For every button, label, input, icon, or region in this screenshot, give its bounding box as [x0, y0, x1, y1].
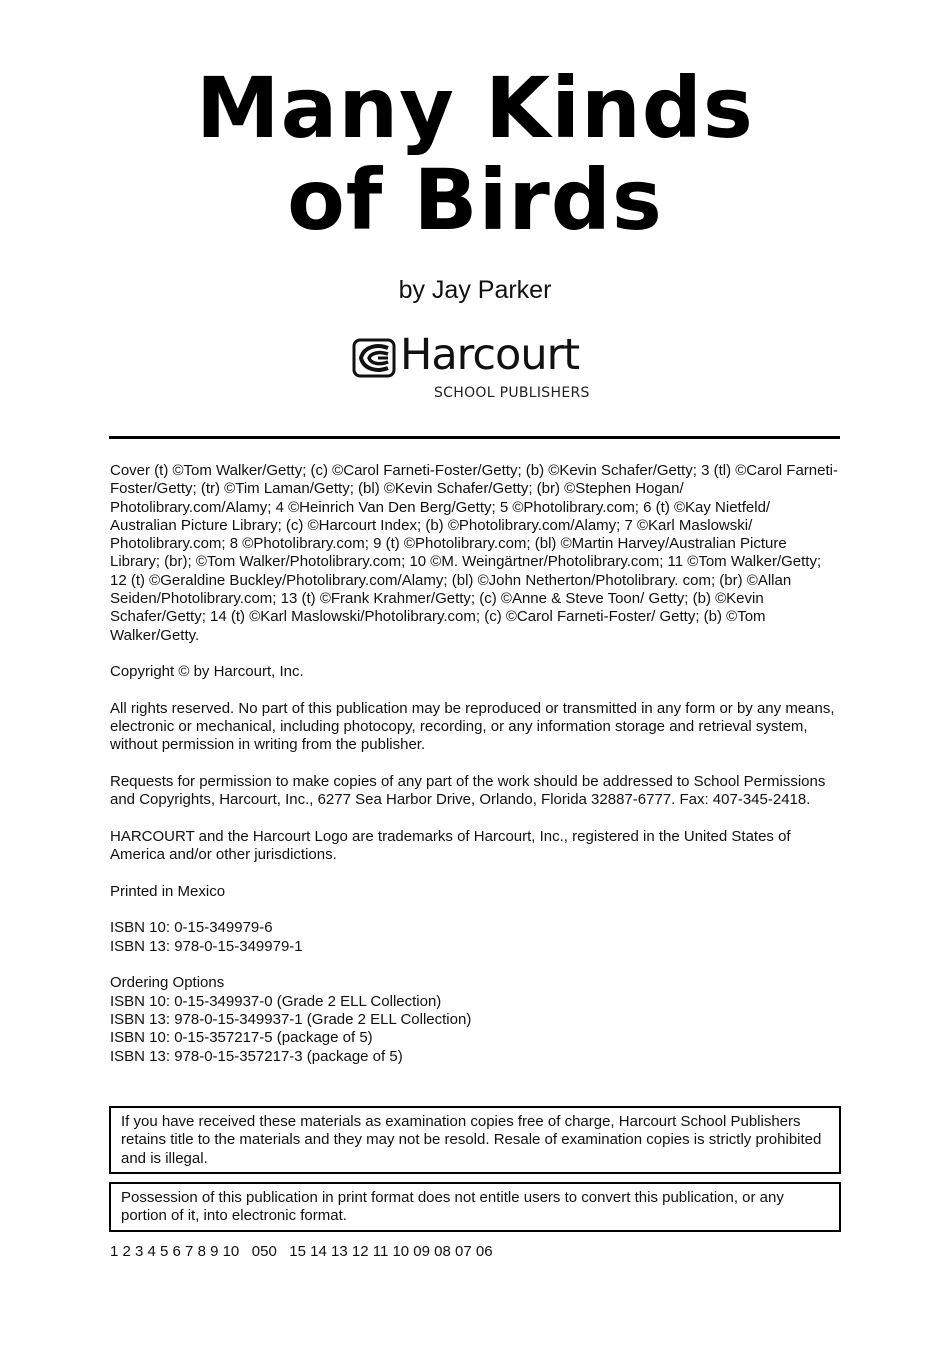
title-divider [109, 436, 840, 439]
ordering-options [110, 974, 840, 1065]
ordering-line: ISBN 13: 978-0-15-349937-1 (Grade 2 ELL Collection) [110, 1010, 472, 1028]
photo-credits: Cover (t) ©Tom Walker/Getty; (c) ©Carol Farneti-Foster/Getty; (b) ©Kevin Schafer/Getty; 3 (tl) ©Carol Farneti-Foster/Getty; (tr) ©Tim Laman/Getty; (bl) ©Kevin Schafer/Getty; (br) ©Stephen Hogan/ Photolibrary.com/Alamy; 4 ©Heinrich Van Den Berg/Getty; 5 ©Photolibrary.com; 6 (t) ©Kay Nietfeld/ Australian Picture Library; (c) ©Harcourt Index; (b) ©Photolibrary.com/Alamy; 7 ©Karl Maslowski/ Photolibrary.com; 8 ©Photolibrary.com; 9 (t) ©Photolibrary.com; (bl) ©Martin Harvey/Australian Picture Library; (br); ©Tom Walker/Photolibrary.com; 10 ©M. Weingärtner/Photolibrary.com; 11 ©Tom Walker/Getty; 12 (t) ©Geraldine Buckley/Photolibrary.com/Alamy; (bl) ©John Netherton/Photolibrary. com; (br) ©Allan Seiden/Photolibrary.com; 13 (t) ©Frank Krahmer/Getty; (c) ©Anne & Steve Toon/ Getty; (b) ©Kevin Schafer/Getty; 14 (t) ©Karl Maslowski/Photolibrary.com; (c) ©Carol Farneti-Foster/ Getty; (b) ©Tom Walker/Getty. [110, 462, 838, 644]
publisher-logo [352, 330, 612, 406]
electronic-format-notice: Possession of this publication in print format does not entitle users to convert this publication, or any portion of it, into electronic format. [109, 1182, 841, 1232]
book-title-line-1: Many Kinds [196, 59, 754, 157]
permission-requests: Requests for permission to make copies of any part of the work should be addressed to School Permissions and Copyrights, Harcourt, Inc., 6277 Sea Harbor Drive, Orlando, Florida 32887-6777. Fax: 407-345-2418. [110, 773, 826, 809]
copyright-notice: Copyright © by Harcourt, Inc. [110, 663, 304, 681]
logo-wordmark: Harcourt [400, 330, 580, 380]
ordering-line: ISBN 10: 0-15-357217-5 (package of 5) [110, 1029, 373, 1047]
trademark-notice: HARCOURT and the Harcourt Logo are trademarks of Harcourt, Inc., registered in the United States of America and/or other jurisdictions. [110, 827, 791, 864]
printed-location: Printed in Mexico [110, 882, 226, 900]
ordering-heading: Ordering Options [110, 974, 225, 992]
logo-subtitle: SCHOOL PUBLISHERS [434, 385, 590, 401]
isbn-block [110, 919, 840, 956]
ordering-line: ISBN 10: 0-15-349937-0 (Grade 2 ELL Collection) [110, 992, 442, 1010]
book-title [0, 59, 950, 249]
legal-text [110, 462, 840, 1084]
examination-copy-notice: If you have received these materials as examination copies free of charge, Harcourt School Publishers retains title to the materials and they may not be resold. Resale of examination copies is strictly prohibited and is illegal. [109, 1106, 841, 1174]
book-title-line-2: of Birds [287, 151, 663, 249]
isbn-10: ISBN 10: 0-15-349979-6 [110, 919, 273, 937]
harcourt-logo-icon [352, 338, 396, 378]
rights-reserved: All rights reserved. No part of this publication may be reproduced or transmitted in any form or by any means, electronic or mechanical, including photocopy, recording, or any information storage and retrieval system, without permission in writing from the publisher. [110, 699, 835, 754]
isbn-13: ISBN 13: 978-0-15-349979-1 [110, 937, 303, 955]
ordering-line: ISBN 13: 978-0-15-357217-3 (package of 5) [110, 1047, 403, 1065]
print-line: 1 2 3 4 5 6 7 8 9 10 050 15 14 13 12 11 10 09 08 07 06 [110, 1243, 493, 1260]
author-byline: by Jay Parker [398, 276, 552, 304]
